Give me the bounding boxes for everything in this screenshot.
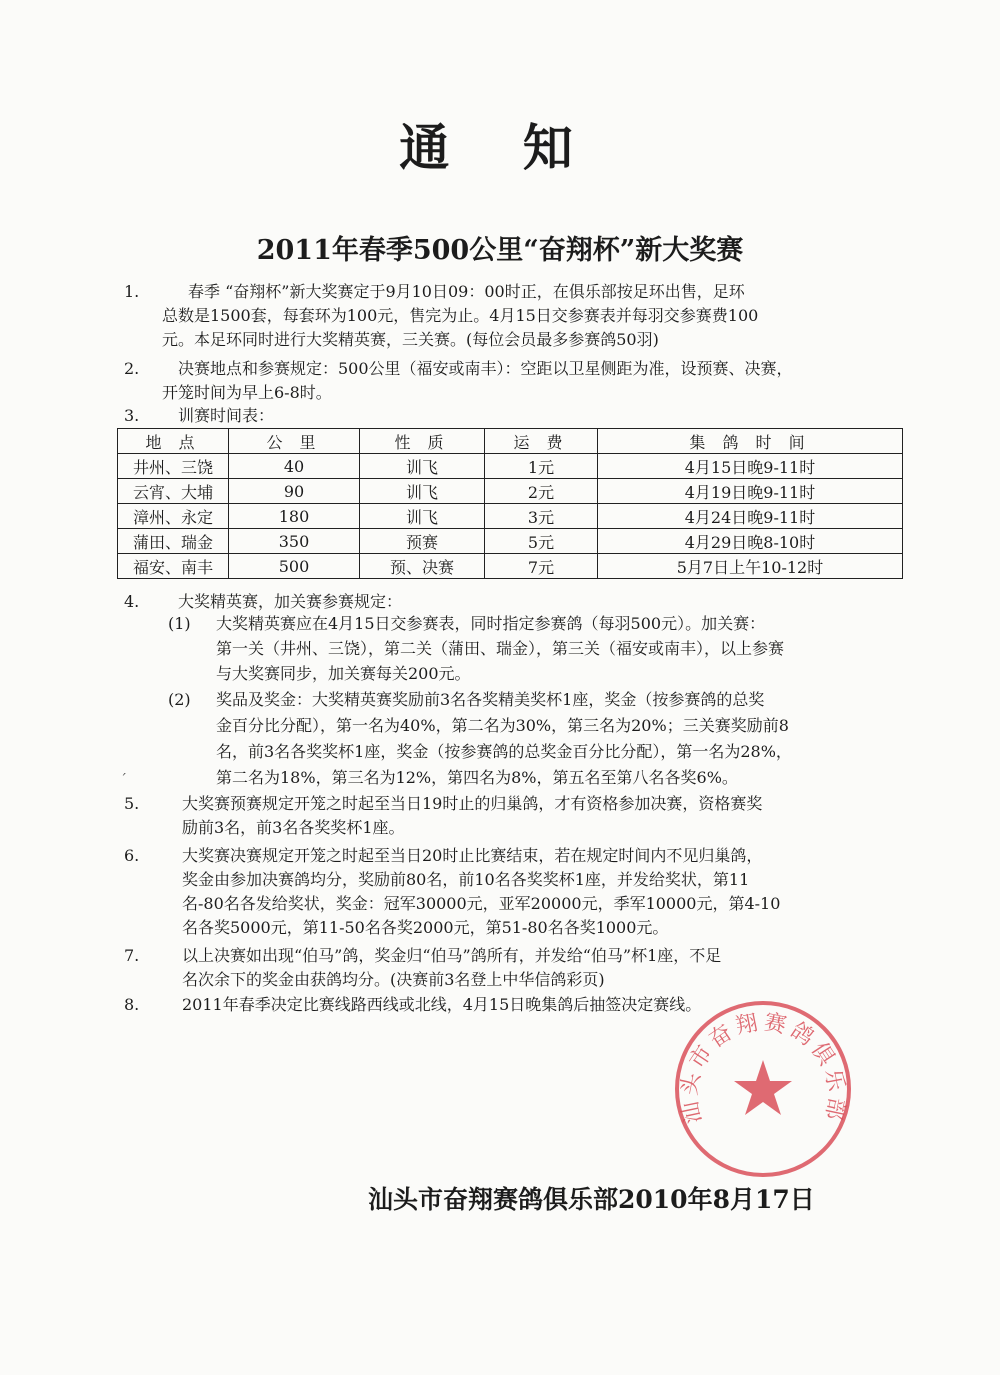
- cell-distance: 500: [229, 554, 360, 579]
- seal-text: 汕头市奋翔赛鸽俱乐部: [677, 1009, 849, 1126]
- text-line: 以上决赛如出现“伯马”鸽，奖金归“伯马”鸽所有，并发给“伯马”杯1座，不足: [182, 946, 722, 965]
- cell-collection-time: 4月15日晚9-11时: [598, 454, 903, 479]
- cell-type: 预、决赛: [360, 554, 485, 579]
- cell-type: 预赛: [360, 529, 485, 554]
- item-number: 1.: [124, 282, 140, 301]
- notice-title: 通 知: [399, 118, 601, 177]
- item-number: 3.: [124, 406, 140, 425]
- cell-collection-time: 5月7日上午10-12时: [598, 554, 903, 579]
- cell-collection-time: 4月24日晚9-11时: [598, 504, 903, 529]
- text-line: 决赛地点和参赛规定：500公里（福安或南丰）：空距以卫星侧距为准，设预赛、决赛，: [178, 359, 793, 378]
- text-line: 名-80名各发给奖状，奖金：冠军30000元，亚军20000元，季军10000元，第4-10: [182, 894, 781, 913]
- item-number: 5.: [124, 794, 140, 813]
- item-number: 7.: [124, 946, 140, 965]
- table-row: [118, 479, 903, 504]
- text-line: 元。本足环同时进行大奖精英赛，三关赛。(每位会员最多参赛鸽50羽): [162, 330, 659, 349]
- cell-fee: 7元: [485, 554, 598, 579]
- item-number: 6.: [124, 846, 140, 865]
- item-number: 2.: [124, 359, 140, 378]
- text-line: 金百分比分配），第一名为40%，第二名为30%，第三名为20%；三关赛奖励前8: [216, 716, 789, 735]
- cell-location: 蒲田、瑞金: [118, 529, 229, 554]
- table-row: [118, 529, 903, 554]
- table-row: [118, 504, 903, 529]
- text-line: 名，前3名各奖奖杯1座，奖金（按参赛鸽的总奖金百分比分配），第一名为28%，: [216, 742, 792, 761]
- text-line: 第二名为18%，第三名为12%，第四名为8%，第五名至第八名各奖6%。: [216, 768, 738, 787]
- subitem-number: (2): [168, 690, 191, 709]
- cell-fee: 3元: [485, 504, 598, 529]
- cell-distance: 40: [229, 454, 360, 479]
- cell-collection-time: 4月19日晚9-11时: [598, 479, 903, 504]
- notice-subtitle: 2011年春季500公里“奋翔杯”新大奖赛: [256, 235, 744, 266]
- text-line: 大奖精英赛，加关赛参赛规定：: [178, 592, 403, 611]
- cell-type: 训飞: [360, 479, 485, 504]
- text-line: 第一关（井州、三饶），第二关（蒲田、瑞金），第三关（福安或南丰），以上参赛: [216, 639, 785, 658]
- table-header-row: [118, 429, 903, 454]
- cell-type: 训飞: [360, 504, 485, 529]
- text-line: 奖金由参加决赛鸽均分，奖励前80名，前10名各奖奖杯1座，并发给奖状，第11: [182, 870, 750, 889]
- text-line: 训赛时间表：: [178, 406, 275, 425]
- text-line: 大奖赛预赛规定开笼之时起至当日19时止的归巢鸽，才有资格参加决赛，资格赛奖: [182, 794, 763, 813]
- cell-fee: 5元: [485, 529, 598, 554]
- column-header-fee: 运 费: [485, 429, 598, 454]
- cell-type: 训飞: [360, 454, 485, 479]
- item-number: 4.: [124, 592, 140, 611]
- column-header-type: 性 质: [360, 429, 485, 454]
- text-line: 大奖精英赛应在4月15日交参赛表，同时指定参赛鸽（每羽500元）。加关赛：: [216, 614, 766, 633]
- item-number: 8.: [124, 995, 140, 1014]
- text-line: 名次余下的奖金由获鸽均分。(决赛前3名登上中华信鸽彩页): [182, 970, 605, 989]
- text-line: 名各奖5000元，第11-50名各奖2000元，第51-80名各奖1000元。: [182, 918, 669, 937]
- cell-distance: 90: [229, 479, 360, 504]
- text-line: 奖品及奖金：大奖精英赛奖励前3名各奖精美奖杯1座，奖金（按参赛鸽的总奖: [216, 690, 765, 709]
- text-line: 大奖赛决赛规定开笼之时起至当日20时止比赛结束，若在规定时间内不见归巢鸽，: [182, 846, 763, 865]
- column-header-collection-time: 集 鸽 时 间: [598, 429, 903, 454]
- cell-location: 井州、三饶: [118, 454, 229, 479]
- cell-fee: 1元: [485, 454, 598, 479]
- text-line: 与大奖赛同步，加关赛每关200元。: [216, 664, 471, 683]
- cell-collection-time: 4月29日晚8-10时: [598, 529, 903, 554]
- cell-location: 福安、南丰: [118, 554, 229, 579]
- cell-location: 漳州、永定: [118, 504, 229, 529]
- pen-mark: ˊ: [120, 772, 127, 788]
- cell-distance: 350: [229, 529, 360, 554]
- training-schedule-table: [117, 428, 903, 579]
- cell-fee: 2元: [485, 479, 598, 504]
- cell-distance: 180: [229, 504, 360, 529]
- signature-line: 汕头市奋翔赛鸽俱乐部2010年8月17日: [368, 1185, 815, 1214]
- text-line: 春季 “奋翔杯”新大奖赛定于9月10日09：00时正，在俱乐部按足环出售，足环: [188, 282, 745, 301]
- club-seal-stamp: [672, 998, 854, 1180]
- star-icon: [734, 1060, 792, 1115]
- column-header-distance: 公 里: [229, 429, 360, 454]
- text-line: 励前3名，前3名各奖奖杯1座。: [182, 818, 405, 837]
- text-line: 2011年春季决定比赛线路西线或北线，4月15日晚集鸽后抽签决定赛线。: [182, 995, 702, 1014]
- text-line: 总数是1500套，每套环为100元，售完为止。4月15日交参赛表并每羽交参赛费100: [162, 306, 759, 325]
- text-line: 开笼时间为早上6-8时。: [162, 383, 332, 402]
- column-header-location: 地 点: [118, 429, 229, 454]
- table-row: [118, 454, 903, 479]
- table-row: [118, 554, 903, 579]
- subitem-number: (1): [168, 614, 191, 633]
- cell-location: 云宵、大埔: [118, 479, 229, 504]
